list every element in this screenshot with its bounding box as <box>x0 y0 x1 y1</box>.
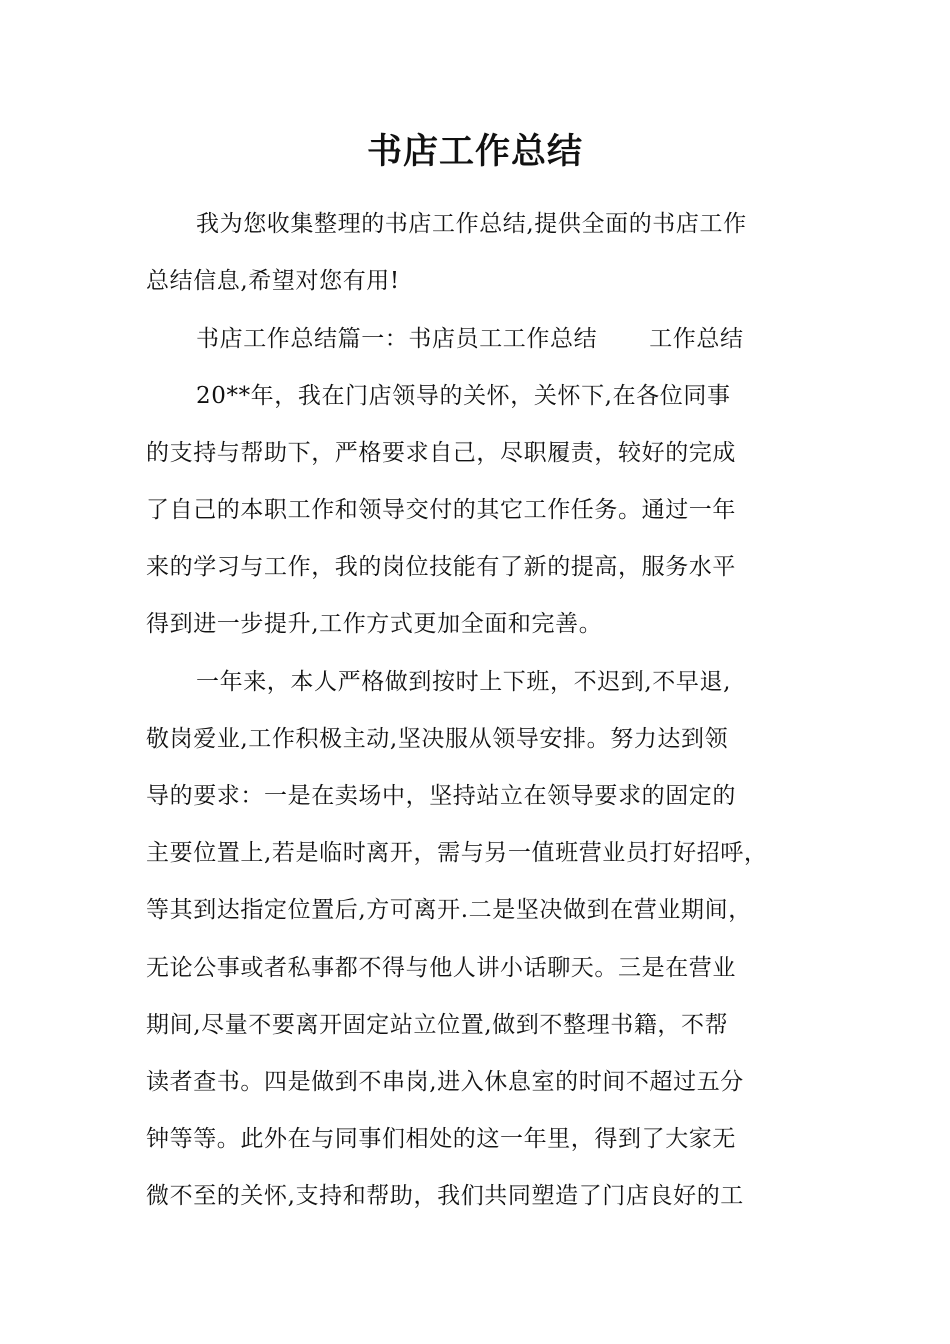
paragraph-body-line: 来的学习与工作，我的岗位技能有了新的提高，服务水平 <box>146 554 736 580</box>
paragraph-body-line: 主要位置上,若是临时离开，需与另一值班营业员打好招呼， <box>146 840 768 866</box>
paragraph-intro-line-1: 我为您收集整理的书店工作总结,提供全面的书店工作 <box>196 211 747 237</box>
paragraph-body-line: 期间,尽量不要离开固定站立位置,做到不整理书籍，不帮 <box>146 1012 729 1038</box>
paragraph-body-line: 钟等等。此外在与同事们相处的这一年里，得到了大家无 <box>146 1126 736 1152</box>
paragraph-body-line: 导的要求：一是在卖场中，坚持站立在领导要求的固定的 <box>146 783 736 809</box>
section-heading-text: 书店工作总结篇一：书店员工工作总结 <box>196 326 598 352</box>
paragraph-body-line: 等其到达指定位置后,方可离开.二是坚决做到在营业期间， <box>146 897 752 923</box>
paragraph-intro-line-2: 总结信息,希望对您有用! <box>146 268 400 294</box>
paragraph-body-line: 一年来，本人严格做到按时上下班，不迟到,不早退, <box>196 669 732 695</box>
paragraph-body-line: 了自己的本职工作和领导交付的其它工作任务。通过一年 <box>146 497 736 523</box>
document-title: 书店工作总结 <box>366 131 583 172</box>
paragraph-body-line: 20**年，我在门店领导的关怀，关怀下,在各位同事 <box>196 383 731 409</box>
paragraph-body-line: 微不至的关怀,支持和帮助，我们共同塑造了门店良好的工 <box>146 1183 744 1209</box>
paragraph-body-line: 读者查书。四是做到不串岗,进入休息室的时间不超过五分 <box>146 1069 744 1095</box>
paragraph-body-line: 无论公事或者私事都不得与他人讲小话聊天。三是在营业 <box>146 955 736 981</box>
section-heading <box>196 323 876 355</box>
paragraph-body-line: 敬岗爱业,工作积极主动,坚决服从领导安排。努力达到领 <box>146 726 729 752</box>
paragraph-body-line: 得到进一步提升,工作方式更加全面和完善。 <box>146 611 603 637</box>
section-subheading-text: 工作总结 <box>649 326 744 352</box>
paragraph-body-line: 的支持与帮助下，严格要求自己，尽职履责，较好的完成 <box>146 440 736 466</box>
